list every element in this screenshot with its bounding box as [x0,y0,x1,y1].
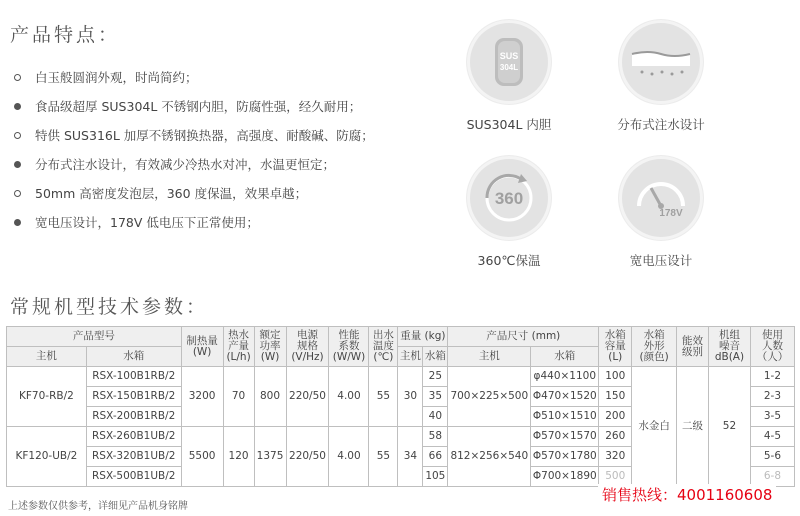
cell-tank-weight: 66 [423,447,448,467]
icon-label-sus304l: SUS304L 内胆 [466,117,552,132]
cell-tank-weight: 40 [423,407,448,427]
voltage-badge: 178V [659,208,683,219]
cell-users: 2-3 [750,387,794,407]
th-look: 水箱 外形 (颜色) [632,327,677,367]
feature-item [14,215,374,244]
cell-tank-model: RSX-150B1RB/2 [86,387,181,407]
icon-label-insulation: 360℃保温 [477,253,541,268]
th-cop: 性能 系数 (W/W) [329,327,369,367]
cell-capacity: 200 [599,407,632,427]
th-heating: 制热量 (W) [181,327,223,367]
bullet-icon [14,132,21,139]
cell-output: 120 [223,427,254,487]
th-weight-tank: 水箱 [423,347,448,367]
cell-tank-dim: Φ510×1510 [531,407,599,427]
feature-item [14,128,374,157]
cell-heating: 5500 [181,427,223,487]
feature-item [14,157,374,186]
th-dim-tank: 水箱 [531,347,599,367]
cell-outlet-temp: 55 [369,427,398,487]
cell-main-unit: KF70-RB/2 [7,367,87,427]
feature-item [14,99,374,128]
cell-tank-model: RSX-500B1UB/2 [86,467,181,487]
cell-capacity: 150 [599,387,632,407]
cell-main-dim: 812×256×540 [448,427,531,487]
cell-tank-dim: Φ570×1570 [531,427,599,447]
th-weight-main: 主机 [398,347,423,367]
cell-energy-level: 二级 [677,367,709,487]
cell-tank-dim: Φ570×1780 [531,447,599,467]
bullet-icon [14,161,21,168]
th-noise: 机组 噪音 dB(A) [708,327,750,367]
th-dim-main: 主机 [448,347,531,367]
voltage-gauge-icon [629,166,693,230]
th-capacity: 水箱 容量 (L) [599,327,632,367]
cell-tank-model: RSX-200B1RB/2 [86,407,181,427]
th-users: 使用 人数 （人） [750,327,794,367]
cell-outlet-temp: 55 [369,367,398,427]
cell-tank-model: RSX-320B1UB/2 [86,447,181,467]
cell-tank-weight: 25 [423,367,448,387]
cell-tank-model: RSX-260B1UB/2 [86,427,181,447]
bullet-icon [14,219,21,226]
cell-tank-weight: 105 [423,467,448,487]
feature-text: 宽电压设计，178V 低电压下正常使用； [35,215,259,230]
th-energy: 能效 级别 [677,327,709,367]
water-inject-icon [628,32,694,92]
cell-main-unit: KF120-UB/2 [7,427,87,487]
cell-heating: 3200 [181,367,223,427]
insulation-360-icon [477,166,541,230]
feature-text: 特供 SUS316L 加厚不锈钢换热器，高强度、耐酸碱、防腐； [35,128,374,143]
cell-power-spec: 220/50 [286,427,329,487]
section-title-specs: 常规机型技术参数： [10,296,209,318]
feature-icon-sus304l [444,20,574,133]
cell-capacity: 260 [599,427,632,447]
sales-hotline: 销售热线：4001160608 [598,484,776,505]
feature-text: 食品级超厚 SUS304L 不锈钢内胆，防腐性强，经久耐用； [35,99,362,114]
feature-item [14,70,374,99]
cell-output: 70 [223,367,254,427]
cell-capacity: 320 [599,447,632,467]
cell-capacity: 100 [599,367,632,387]
bullet-icon [14,190,21,197]
footnote: 上述参数仅供参考，详细见产品机身铭牌 [8,501,188,512]
cell-power-spec: 220/50 [286,367,329,427]
insulation-badge: 360 [494,189,524,208]
cell-power: 800 [254,367,286,427]
th-model: 产品型号 [7,327,182,347]
cell-tank-weight: 35 [423,387,448,407]
cell-capacity: 500 [599,467,632,487]
cell-main-weight: 30 [398,367,423,427]
th-tank: 水箱 [86,347,181,367]
cell-noise: 52 [708,367,750,487]
th-temp: 出水 温度 (℃) [369,327,398,367]
cell-users: 4-5 [750,427,794,447]
sus-badge-line2: 304L [499,63,519,72]
cell-users: 5-6 [750,447,794,467]
th-power: 额定 功率 (W) [254,327,286,367]
feature-text: 分布式注水设计，有效减少冷热水对冲，水温更恒定； [35,157,336,172]
cell-tank-weight: 58 [423,427,448,447]
cell-users: 1-2 [750,367,794,387]
cell-users: 6-8 [750,467,794,487]
th-dimensions: 产品尺寸 (mm) [448,327,599,347]
sus-badge-line1: SUS [499,51,519,61]
bullet-icon [14,74,21,81]
th-spec: 电源 规格 (V/Hz) [286,327,329,367]
cell-power: 1375 [254,427,286,487]
cell-tank-model: RSX-100B1RB/2 [86,367,181,387]
cell-main-dim: 700×225×500 [448,367,531,427]
th-output: 热水 产量 (L/h) [223,327,254,367]
cell-main-weight: 34 [398,427,423,487]
cell-tank-dim: φ440×1100 [531,367,599,387]
feature-list [14,70,374,244]
feature-icon-distributed-inject [596,20,726,133]
th-main-unit: 主机 [7,347,87,367]
feature-item [14,186,374,215]
spec-table [6,326,795,487]
feature-text: 50mm 高密度发泡层，360 度保温，效果卓越； [35,186,308,201]
feature-text: 白玉般圆润外观，时尚简约； [35,70,198,85]
cell-tank-dim: Φ470×1520 [531,387,599,407]
icon-label-voltage: 宽电压设计 [629,253,693,268]
cell-cop: 4.00 [329,427,369,487]
bullet-icon [14,103,21,110]
cell-users: 3-5 [750,407,794,427]
stainless-tank-icon [479,32,539,92]
th-weight: 重量 (kg) [398,327,448,347]
icon-label-inject: 分布式注水设计 [617,117,705,132]
cell-tank-look: 水金白 [632,367,677,487]
cell-tank-dim: Φ700×1890 [531,467,599,487]
cell-cop: 4.00 [329,367,369,427]
table-row [7,367,795,387]
feature-icon-wide-voltage [596,156,726,269]
section-title-features: 产品特点： [10,24,121,46]
feature-icon-360-insulation [444,156,574,269]
